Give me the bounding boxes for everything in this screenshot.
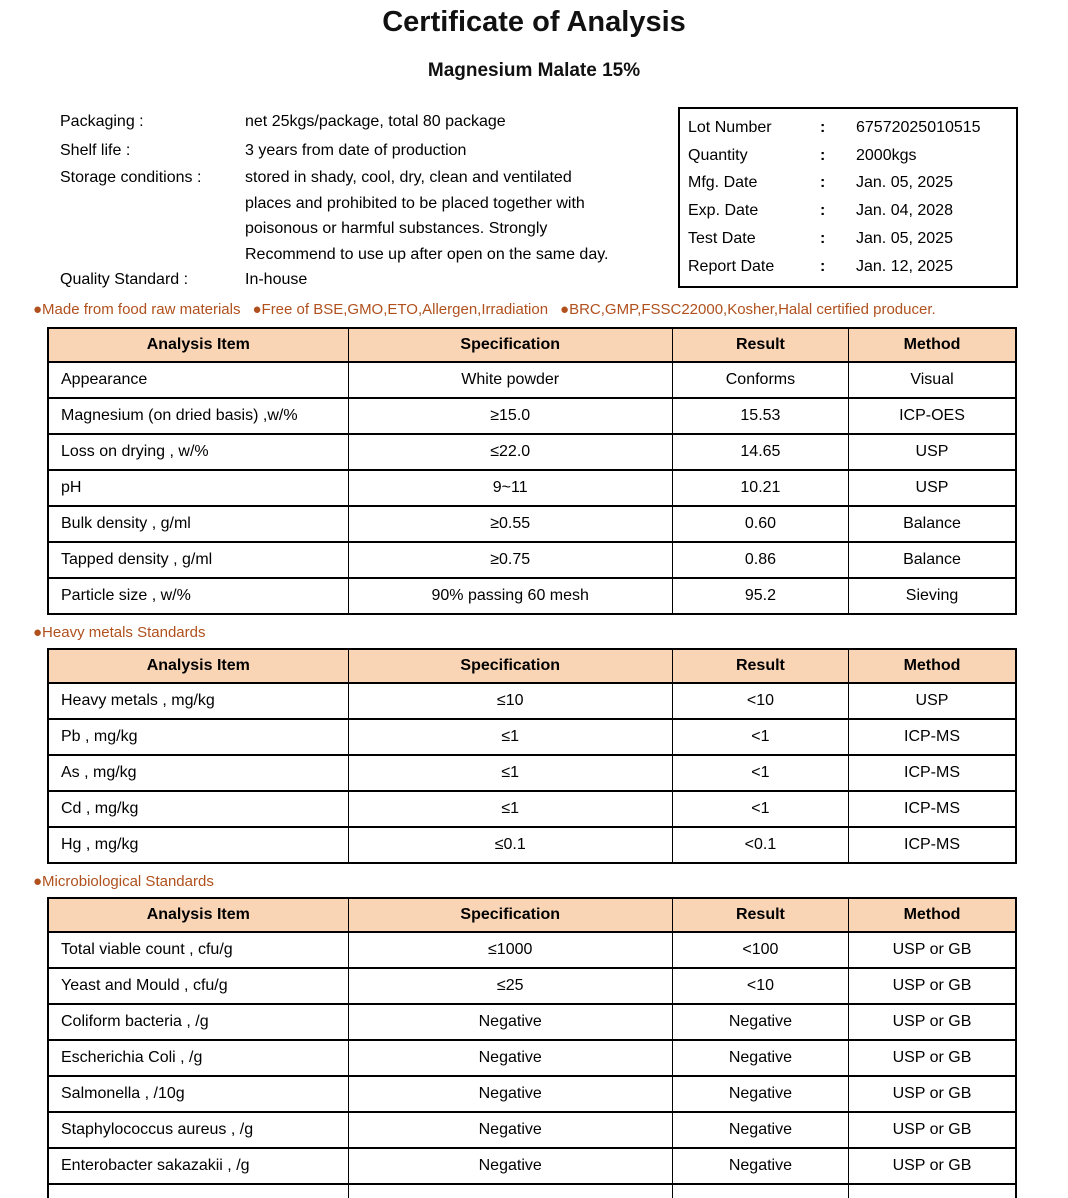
heavy-metals-table	[47, 648, 1017, 864]
quality-standard-label: Quality Standard :	[60, 271, 189, 288]
microbiological-table-section	[47, 897, 1068, 1198]
report-date-label: Report Date	[688, 257, 775, 275]
table-cell: Particle size , w/%	[48, 578, 348, 614]
colon-separator: :	[820, 174, 826, 192]
table-row	[48, 827, 1016, 863]
table-cell: White powder	[348, 362, 672, 398]
table-row	[48, 719, 1016, 755]
table-row	[48, 506, 1016, 542]
table-cell: Negative	[348, 1040, 672, 1076]
table-cell: Appearance	[48, 362, 348, 398]
table-cell: Negative	[348, 1148, 672, 1184]
header-row	[48, 649, 1016, 683]
table-cell: Bulk density , g/ml	[48, 506, 348, 542]
table-cell: USP or GB	[849, 1004, 1016, 1040]
table-cell: Balance	[849, 542, 1016, 578]
analysis-table-section	[47, 327, 1068, 615]
shelf-life-label: Shelf life :	[60, 141, 131, 159]
table-cell: ≤1	[348, 755, 672, 791]
page-title: Certificate of Analysis	[382, 6, 686, 38]
table-cell: Tapped density , g/ml	[48, 542, 348, 578]
table-row	[48, 362, 1016, 398]
table-row	[48, 932, 1016, 968]
packaging-label: Packaging :	[60, 113, 144, 130]
lot-info-box	[678, 107, 1018, 288]
table-cell: ≤10	[348, 683, 672, 719]
table-cell: Negative	[672, 1148, 848, 1184]
header-row	[48, 328, 1016, 362]
report-date-value: Jan. 12, 2025	[856, 257, 953, 275]
table-cell: USP	[849, 683, 1016, 719]
table-cell: ICP-MS	[849, 719, 1016, 755]
table-cell: 15.53	[672, 398, 848, 434]
table-cell: Negative	[672, 1004, 848, 1040]
exp-date-label: Exp. Date	[688, 202, 759, 220]
table-cell: <0.1	[672, 827, 848, 863]
table-cell: <100	[672, 932, 848, 968]
table-row	[48, 398, 1016, 434]
table-cell: Negative	[348, 1076, 672, 1112]
quantity-value: 2000kgs	[856, 146, 917, 164]
test-date-row	[688, 225, 1016, 253]
table-row	[48, 578, 1016, 614]
table-row	[48, 470, 1016, 506]
table-cell: 0.60	[672, 506, 848, 542]
storage-line-1: stored in shady, cool, dry, clean and ventilated	[245, 169, 572, 186]
table-cell: Loss on drying , w/%	[48, 434, 348, 470]
table-cell: Negative	[348, 1112, 672, 1148]
storage-conditions-row	[60, 165, 678, 267]
column-header: Specification	[348, 649, 672, 683]
microbiological-section-label: ●Microbiological Standards	[33, 872, 214, 890]
table-cell: pH	[48, 470, 348, 506]
table-row	[48, 434, 1016, 470]
storage-line-4: Recommend to use up after open on the same day.	[245, 245, 609, 263]
table-cell: <1	[672, 755, 848, 791]
note-free-of: ●Free of BSE,GMO,ETO,Allergen,Irradiation	[252, 300, 549, 318]
table-cell: USP or GB	[849, 1148, 1016, 1184]
table-cell: Magnesium (on dried basis) ,w/%	[48, 398, 348, 434]
table-row	[48, 968, 1016, 1004]
table-cell: 0.86	[672, 542, 848, 578]
table-cell: ≥0.75	[348, 542, 672, 578]
test-date-label: Test Date	[688, 230, 756, 248]
table-cell: ICP-MS	[849, 827, 1016, 863]
lot-number-label: Lot Number	[688, 118, 772, 136]
table-cell: Cd , mg/kg	[48, 791, 348, 827]
lot-number-row	[688, 114, 1016, 142]
table-cell: Heavy metals , mg/kg	[48, 683, 348, 719]
colon-separator: :	[820, 202, 826, 220]
quantity-label: Quantity	[688, 146, 748, 164]
microbiological-table	[47, 897, 1017, 1198]
table-cell: Negative	[348, 1004, 672, 1040]
column-header: Specification	[348, 328, 672, 362]
table-cell: 9~11	[348, 470, 672, 506]
packaging-value: net 25kgs/package, total 80 package	[245, 113, 506, 130]
table-cell: <1	[672, 791, 848, 827]
table-cell: USP or GB	[849, 1112, 1016, 1148]
table-cell: <10	[672, 968, 848, 1004]
quality-standard-value: In-house	[245, 271, 308, 288]
table-cell: USP	[849, 434, 1016, 470]
table-row	[48, 1148, 1016, 1184]
table-cell: ≤1000	[348, 932, 672, 968]
quantity-row	[688, 142, 1016, 170]
table-cell: Negative	[672, 1112, 848, 1148]
table-cell	[348, 1184, 672, 1198]
table-cell	[672, 1184, 848, 1198]
shelf-life-value: 3 years from date of production	[245, 141, 467, 159]
table-cell: Escherichia Coli , /g	[48, 1040, 348, 1076]
column-header: Method	[849, 328, 1016, 362]
table-row	[48, 1184, 1016, 1198]
info-section	[60, 107, 1018, 293]
table-row	[48, 1004, 1016, 1040]
table-cell: Visual	[849, 362, 1016, 398]
certification-notes	[33, 301, 1068, 318]
table-cell: Total viable count , cfu/g	[48, 932, 348, 968]
table-cell: ≤22.0	[348, 434, 672, 470]
table-cell: USP or GB	[849, 932, 1016, 968]
lot-number-value: 67572025010515	[856, 118, 981, 136]
column-header: Analysis Item	[48, 649, 348, 683]
table-row	[48, 542, 1016, 578]
heavy-metals-section-label: ●Heavy metals Standards	[33, 623, 206, 641]
column-header: Method	[849, 649, 1016, 683]
table-row	[48, 1040, 1016, 1076]
packaging-row	[60, 109, 678, 135]
mfg-date-row	[688, 170, 1016, 198]
table-cell: 14.65	[672, 434, 848, 470]
storage-conditions-value	[245, 165, 678, 267]
table-cell: ≥0.55	[348, 506, 672, 542]
table-cell: ICP-MS	[849, 755, 1016, 791]
table-cell: Balance	[849, 506, 1016, 542]
note-certified-producer: ●BRC,GMP,FSSC22000,Kosher,Halal certified producer.	[560, 300, 936, 318]
table-row	[48, 1076, 1016, 1112]
table-cell: 95.2	[672, 578, 848, 614]
storage-conditions-label: Storage conditions :	[60, 169, 202, 186]
table-cell: Sieving	[849, 578, 1016, 614]
analysis-table	[47, 327, 1017, 615]
table-cell: Staphylococcus aureus , /g	[48, 1112, 348, 1148]
quality-standard-row	[60, 267, 678, 293]
column-header: Method	[849, 898, 1016, 932]
shelf-life-row	[60, 138, 678, 164]
product-subtitle: Magnesium Malate 15%	[427, 60, 641, 81]
table-cell: Pb , mg/kg	[48, 719, 348, 755]
table-row	[48, 755, 1016, 791]
colon-separator: :	[820, 257, 826, 275]
table-cell: ≥15.0	[348, 398, 672, 434]
exp-date-value: Jan. 04, 2028	[856, 202, 953, 220]
test-date-value: Jan. 05, 2025	[856, 230, 953, 248]
table-cell: As , mg/kg	[48, 755, 348, 791]
exp-date-row	[688, 197, 1016, 225]
table-cell	[849, 1184, 1016, 1198]
table-cell: ≤0.1	[348, 827, 672, 863]
table-cell: USP or GB	[849, 1076, 1016, 1112]
table-cell: Yeast and Mould , cfu/g	[48, 968, 348, 1004]
table-row	[48, 1112, 1016, 1148]
table-cell: Hg , mg/kg	[48, 827, 348, 863]
table-cell: 10.21	[672, 470, 848, 506]
table-cell: 90% passing 60 mesh	[348, 578, 672, 614]
report-date-row	[688, 253, 1016, 281]
table-cell: USP	[849, 470, 1016, 506]
table-cell: Conforms	[672, 362, 848, 398]
column-header: Analysis Item	[48, 898, 348, 932]
column-header: Specification	[348, 898, 672, 932]
column-header: Analysis Item	[48, 328, 348, 362]
mfg-date-label: Mfg. Date	[688, 174, 758, 192]
table-cell: ≤1	[348, 719, 672, 755]
colon-separator: :	[820, 146, 826, 164]
table-cell: <10	[672, 683, 848, 719]
table-cell	[48, 1184, 348, 1198]
table-row	[48, 683, 1016, 719]
table-cell: ICP-OES	[849, 398, 1016, 434]
product-info-block	[60, 107, 678, 293]
note-food-raw-materials: ●Made from food raw materials	[33, 300, 241, 318]
table-cell: <1	[672, 719, 848, 755]
column-header: Result	[672, 898, 848, 932]
column-header: Result	[672, 649, 848, 683]
colon-separator: :	[820, 230, 826, 248]
table-cell: ≤1	[348, 791, 672, 827]
table-cell: USP or GB	[849, 968, 1016, 1004]
table-cell: Salmonella , /10g	[48, 1076, 348, 1112]
storage-line-2: places and prohibited to be placed together with	[245, 194, 585, 212]
table-cell: ICP-MS	[849, 791, 1016, 827]
mfg-date-value: Jan. 05, 2025	[856, 174, 953, 192]
table-cell: Enterobacter sakazakii , /g	[48, 1148, 348, 1184]
table-cell: ≤25	[348, 968, 672, 1004]
storage-line-3: poisonous or harmful substances. Strongly	[245, 220, 548, 237]
table-row	[48, 791, 1016, 827]
header-row	[48, 898, 1016, 932]
colon-separator: :	[820, 118, 826, 136]
table-cell: Negative	[672, 1040, 848, 1076]
heavy-metals-table-section	[47, 648, 1068, 864]
table-cell: Negative	[672, 1076, 848, 1112]
table-cell: USP or GB	[849, 1040, 1016, 1076]
column-header: Result	[672, 328, 848, 362]
table-cell: Coliform bacteria , /g	[48, 1004, 348, 1040]
